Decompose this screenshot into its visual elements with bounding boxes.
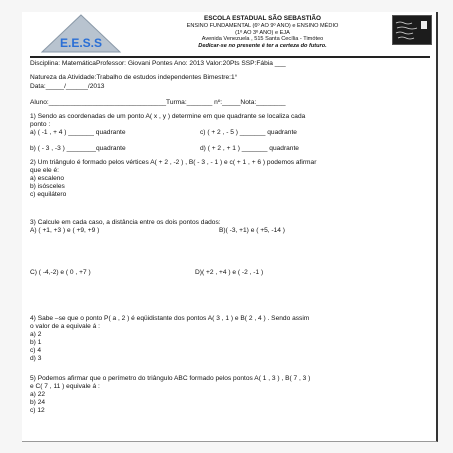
q2-option-c: c) equilátero [30,191,67,198]
q5-text-1: 5) Podemos afirmar que o perímetro do triângulo ABC formado pelos pontos A( 1 , 3 ) , B( 7 , 3 ) [30,375,311,382]
discipline-line: Disciplina: MatemáticaProfessor: Giovani Pontes Ano: 2013 Valor:20Pts SSP:Fábia ___ [30,60,286,67]
q3-option-a: A) ( +1, +3 ) e ( +9, +9 ) [30,227,100,234]
q5-option-c: c) 12 [30,407,45,414]
logo-triangle-icon [40,14,122,54]
q5-option-a: a) 22 [30,391,46,398]
q4-option-a: a) 2 [30,331,42,338]
q3-option-b: B)( -3, +1) e ( +5, -14 ) [219,227,285,234]
q5-text-2: e C( 7 , 11 ) equivale á : [30,383,100,390]
q1-option-b: b) ( - 3 , -3 ) ________quadrante [30,145,126,152]
school-logo [40,14,122,54]
q4-text-2: o valor de a equivale á : [30,323,101,330]
header-divider [30,56,430,58]
header-line-1: ENSINO FUNDAMENTAL (6º AO 9º ANO) e ENSINO MÉDIO [186,22,339,29]
q3-option-d: D)( +2 , +4 ) e ( -2 , -1 ) [195,269,264,276]
header-line-2: (1º AO 3º ANO) e EJA [235,29,290,36]
q2-text-1: 2) Um triângulo é formado pelos vértices A( + 2 , -2 ) , B( - 3 , - 1 ) e c( + 1 , + 6 ) podemos afirmar [30,159,317,166]
q4-option-b: b) 1 [30,339,42,346]
q5-option-b: b) 24 [30,399,46,406]
header-address: Avenida Venezuela , 515 Santa Cecília - Timóteo [201,36,324,43]
q4-option-c: c) 4 [30,347,41,354]
q4-text-1: 4) Sabe –se que o ponto P( a , 2 ) é eqüidistante dos pontos A( 3 , 1 ) e B( 2 , 4 ) . Sendo assim [30,315,310,322]
q1-text-1: 1) Sendo as coordenadas de um ponto A( x , y ) determine em que quadrante se localiza cada [30,113,306,120]
header-motto: Dedicar-se no presente é ter a certeza do futuro. [198,43,327,50]
q1-option-a: a) ( -1 , + 4 ) _______ quadrante [30,129,126,136]
q2-text-2: que ele é: [30,167,59,174]
q2-option-a: a) escaleno [30,175,65,182]
school-header [140,16,385,50]
q3-text: 3) Calcule em cada caso, a distância entre os dois pontos dados: [30,219,221,226]
q4-option-d: d) 3 [30,355,42,362]
date-line: Data:_____/______/2013 [30,83,105,90]
chalkboard-image [392,15,432,45]
q3-option-c: C) ( -4,-2) e ( 0 , +7 ) [30,269,91,276]
logo-text: E.E.S.S [59,36,103,50]
q1-text-2: ponto : [30,121,51,128]
school-name: ESCOLA ESTADUAL SÃO SEBASTIÃO [203,15,322,22]
chalkboard-icon [393,16,431,44]
q2-option-b: b) isósceles [30,183,65,190]
q1-option-d: d) ( + 2 , + 1 ) _______ quadrante [200,145,299,152]
nature-line: Natureza da Atividade:Trabalho de estudos independentes Bimestre:1° [30,74,238,81]
student-line: Aluno:________________________________Turma:_______ nº:_____Nota:________ [30,99,286,106]
q1-option-c: c) ( + 2 , - 5 ) _______ quadrante [200,129,297,136]
